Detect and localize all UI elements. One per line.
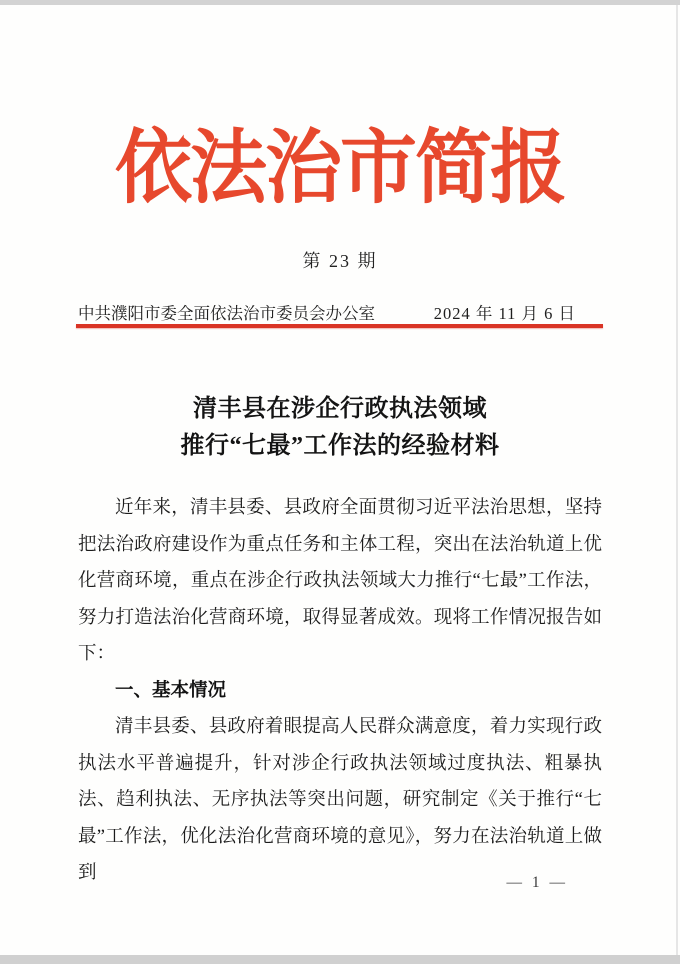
scan-edge-bottom [0,955,680,964]
document-title-line1: 清丰县在涉企行政执法领域 [193,396,487,422]
section-heading-basic-situation: 一、基本情况 [115,680,227,701]
issue-date: 2024 年 11 月 6 日 [433,304,576,323]
scan-edge-right [676,5,678,955]
issuing-office: 中共濮阳市委全面依法治市委员会办公室 [78,304,375,323]
page-number: — 1 — [506,874,568,891]
article-body [78,490,602,892]
scan-edge-top [0,0,680,5]
document-title [40,391,640,465]
document-title-line2: 推行“七最”工作法的经验材料 [180,433,500,459]
intro-paragraph: 近年来，清丰县委、县政府全面贯彻习近平法治思想，坚持把法治政府建设作为重点任务和主体工程，突出在法治轨道上优化营商环境，重点在涉企行政执法领域大力推行“七最”工作法，努力打造法治化营商环境，取得显著成效。现将工作情况报告如下： [78,498,602,664]
issue-number: 第 23 期 [302,251,378,271]
red-divider-rule [76,324,603,328]
section1-paragraph: 清丰县委、县政府着眼提高人民群众满意度，着力实现行政执法水平普遍提升，针对涉企行政执法领域过度执法、粗暴执法、趋利执法、无序执法等突出问题，研究制定《关于推行“七最”工作法，优化法治化营商环境的意见》，努力在法治轨道上做到 [78,717,602,883]
org-date-row [78,300,602,324]
bulletin-masthead-title: 依法治市简报 [115,122,565,214]
